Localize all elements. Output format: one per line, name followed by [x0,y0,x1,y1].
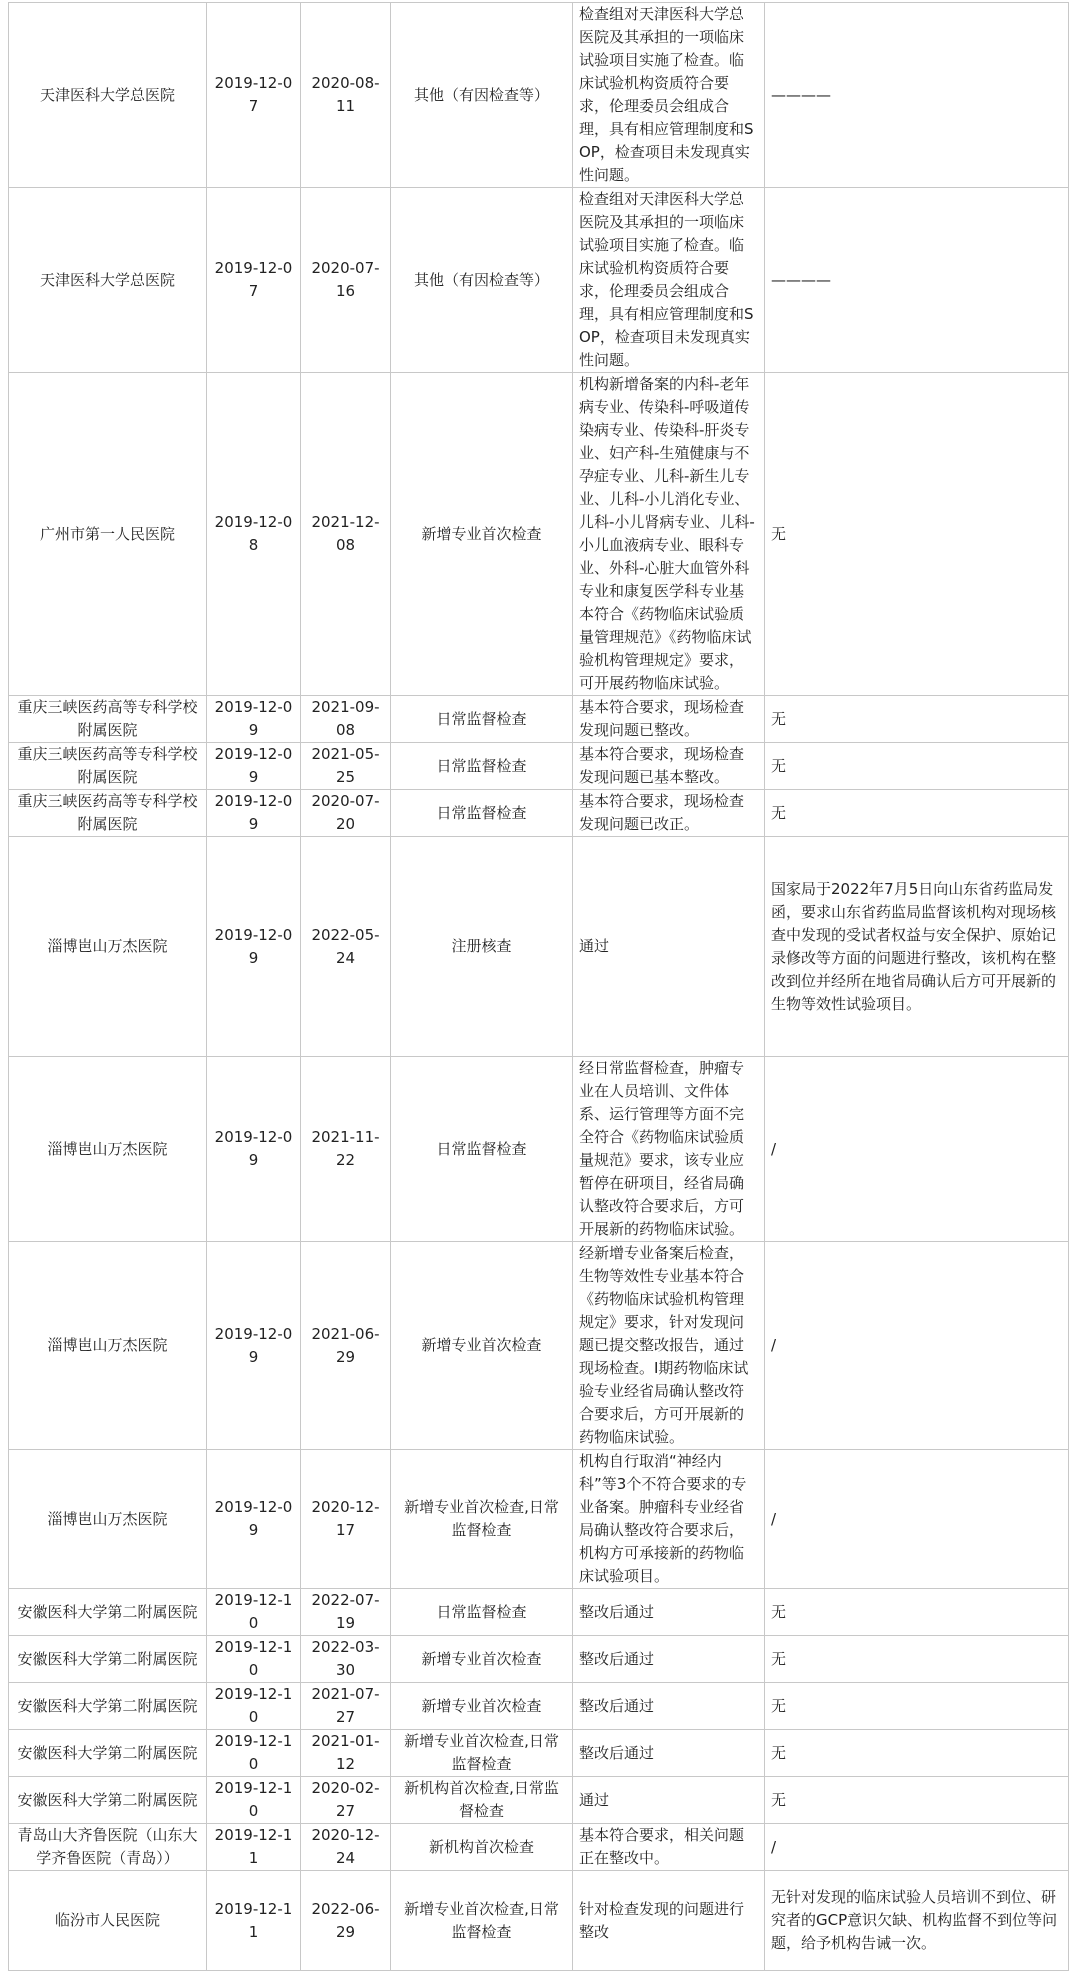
table-row [9,1450,1069,1589]
table-body [9,3,1069,1971]
institution-cell: 天津医科大学总医院 [9,188,207,373]
institution-cell: 淄博岜山万杰医院 [9,1057,207,1242]
result-cell: 经日常监督检查，肿瘤专业在人员培训、文件体系、运行管理等方面不完全符合《药物临床试验质量规范》要求，该专业应暂停在研项目，经省局确认整改符合要求后，方可开展新的药物临床试验。 [573,1057,765,1242]
inspection-date-cell: 2022-07-19 [301,1589,391,1636]
record-date-cell: 2019-12-09 [207,743,301,790]
table-row [9,1242,1069,1450]
result-cell: 基本符合要求，现场检查发现问题已改正。 [573,790,765,837]
note-cell: 无 [765,1683,1069,1730]
inspection-date-cell: 2020-07-16 [301,188,391,373]
inspection-type-cell: 新增专业首次检查 [391,1683,573,1730]
record-date-cell: 2019-12-11 [207,1824,301,1871]
record-date-cell: 2019-12-09 [207,1450,301,1589]
result-cell: 整改后通过 [573,1683,765,1730]
note-cell: 无 [765,373,1069,696]
note-cell: 无 [765,1777,1069,1824]
result-cell: 通过 [573,837,765,1057]
table-row [9,837,1069,1057]
note-cell: / [765,1242,1069,1450]
inspection-type-cell: 新增专业首次检查 [391,373,573,696]
result-cell: 针对检查发现的问题进行整改 [573,1871,765,1971]
record-date-cell: 2019-12-10 [207,1589,301,1636]
note-cell: / [765,1057,1069,1242]
inspection-date-cell: 2022-05-24 [301,837,391,1057]
inspection-type-cell: 日常监督检查 [391,696,573,743]
table-row [9,790,1069,837]
result-cell: 基本符合要求，相关问题正在整改中。 [573,1824,765,1871]
inspection-type-cell: 新增专业首次检查,日常监督检查 [391,1730,573,1777]
record-date-cell: 2019-12-09 [207,1057,301,1242]
note-cell: 无针对发现的临床试验人员培训不到位、研究者的GCP意识欠缺、机构监督不到位等问题，给予机构告诫一次。 [765,1871,1069,1971]
table-row [9,1824,1069,1871]
note-cell: ———— [765,3,1069,188]
inspection-type-cell: 新机构首次检查 [391,1824,573,1871]
note-cell: 无 [765,743,1069,790]
record-date-cell: 2019-12-07 [207,188,301,373]
inspection-date-cell: 2020-02-27 [301,1777,391,1824]
inspection-date-cell: 2021-05-25 [301,743,391,790]
result-cell: 机构新增备案的内科-老年病专业、传染科-呼吸道传染病专业、传染科-肝炎专业、妇产科-生殖健康与不孕症专业、儿科-新生儿专业、儿科-小儿消化专业、儿科-小儿肾病专业、儿科-小儿血液病专业、眼科专业、外科-心脏大血管外科专业和康复医学科专业基本符合《药物临床试验质量管理规范》《药物临床试验机构管理规定》要求，可开展药物临床试验。 [573,373,765,696]
note-cell: / [765,1824,1069,1871]
inspection-date-cell: 2021-11-22 [301,1057,391,1242]
institution-cell: 青岛山大齐鲁医院（山东大学齐鲁医院（青岛）） [9,1824,207,1871]
result-cell: 基本符合要求，现场检查发现问题已整改。 [573,696,765,743]
table-row [9,1777,1069,1824]
note-cell: 无 [765,1589,1069,1636]
institution-cell: 安徽医科大学第二附属医院 [9,1683,207,1730]
inspection-type-cell: 新增专业首次检查 [391,1242,573,1450]
record-date-cell: 2019-12-08 [207,373,301,696]
inspection-type-cell: 其他（有因检查等） [391,188,573,373]
result-cell: 基本符合要求，现场检查发现问题已基本整改。 [573,743,765,790]
result-cell: 通过 [573,1777,765,1824]
record-date-cell: 2019-12-10 [207,1636,301,1683]
table-row [9,1057,1069,1242]
table-row [9,696,1069,743]
table-row [9,1636,1069,1683]
table-row [9,1683,1069,1730]
table-row [9,3,1069,188]
inspection-type-cell: 新增专业首次检查 [391,1636,573,1683]
inspection-date-cell: 2021-01-12 [301,1730,391,1777]
inspection-date-cell: 2021-12-08 [301,373,391,696]
record-date-cell: 2019-12-07 [207,3,301,188]
institution-cell: 安徽医科大学第二附属医院 [9,1777,207,1824]
institution-cell: 重庆三峡医药高等专科学校附属医院 [9,790,207,837]
result-cell: 检查组对天津医科大学总医院及其承担的一项临床试验项目实施了检查。临床试验机构资质符合要求，伦理委员会组成合理，具有相应管理制度和SOP，检查项目未发现真实性问题。 [573,188,765,373]
table-row [9,1730,1069,1777]
note-cell: 无 [765,790,1069,837]
institution-cell: 安徽医科大学第二附属医院 [9,1589,207,1636]
note-cell: 无 [765,1636,1069,1683]
inspection-type-cell: 日常监督检查 [391,790,573,837]
institution-cell: 重庆三峡医药高等专科学校附属医院 [9,743,207,790]
institution-cell: 天津医科大学总医院 [9,3,207,188]
inspection-type-cell: 其他（有因检查等） [391,3,573,188]
result-cell: 整改后通过 [573,1636,765,1683]
record-date-cell: 2019-12-10 [207,1683,301,1730]
inspection-type-cell: 新增专业首次检查,日常监督检查 [391,1450,573,1589]
record-date-cell: 2019-12-11 [207,1871,301,1971]
inspection-type-cell: 注册核查 [391,837,573,1057]
result-cell: 机构自行取消“神经内科”等3个不符合要求的专业备案。肿瘤科专业经省局确认整改符合要求后，机构方可承接新的药物临床试验项目。 [573,1450,765,1589]
result-cell: 整改后通过 [573,1589,765,1636]
inspection-date-cell: 2020-08-11 [301,3,391,188]
institution-cell: 淄博岜山万杰医院 [9,837,207,1057]
table-row [9,1589,1069,1636]
table-row [9,188,1069,373]
inspection-date-cell: 2022-06-29 [301,1871,391,1971]
table-row [9,1871,1069,1971]
inspection-type-cell: 新机构首次检查,日常监督检查 [391,1777,573,1824]
inspection-date-cell: 2022-03-30 [301,1636,391,1683]
record-date-cell: 2019-12-09 [207,696,301,743]
result-cell: 整改后通过 [573,1730,765,1777]
inspection-type-cell: 日常监督检查 [391,1589,573,1636]
inspection-type-cell: 日常监督检查 [391,1057,573,1242]
record-date-cell: 2019-12-10 [207,1730,301,1777]
result-cell: 检查组对天津医科大学总医院及其承担的一项临床试验项目实施了检查。临床试验机构资质符合要求，伦理委员会组成合理，具有相应管理制度和SOP，检查项目未发现真实性问题。 [573,3,765,188]
record-date-cell: 2019-12-09 [207,1242,301,1450]
institution-cell: 临汾市人民医院 [9,1871,207,1971]
inspection-date-cell: 2021-06-29 [301,1242,391,1450]
inspection-date-cell: 2020-12-24 [301,1824,391,1871]
record-date-cell: 2019-12-10 [207,1777,301,1824]
note-cell: 国家局于2022年7月5日向山东省药监局发函，要求山东省药监局监督该机构对现场核查中发现的受试者权益与安全保护、原始记录修改等方面的问题进行整改，该机构在整改到位并经所在地省局确认后方可开展新的生物等效性试验项目。 [765,837,1069,1057]
inspection-type-cell: 日常监督检查 [391,743,573,790]
record-date-cell: 2019-12-09 [207,790,301,837]
institution-cell: 安徽医科大学第二附属医院 [9,1730,207,1777]
inspection-date-cell: 2020-07-20 [301,790,391,837]
inspection-date-cell: 2020-12-17 [301,1450,391,1589]
inspection-date-cell: 2021-09-08 [301,696,391,743]
inspection-date-cell: 2021-07-27 [301,1683,391,1730]
institution-cell: 重庆三峡医药高等专科学校附属医院 [9,696,207,743]
institution-cell: 安徽医科大学第二附属医院 [9,1636,207,1683]
institution-cell: 淄博岜山万杰医院 [9,1450,207,1589]
note-cell: ———— [765,188,1069,373]
note-cell: 无 [765,696,1069,743]
record-date-cell: 2019-12-09 [207,837,301,1057]
institution-cell: 广州市第一人民医院 [9,373,207,696]
table-row [9,373,1069,696]
result-cell: 经新增专业备案后检查，生物等效性专业基本符合《药物临床试验机构管理规定》要求，针对发现问题已提交整改报告，通过现场检查。I期药物临床试验专业经省局确认整改符合要求后，方可开展新的药物临床试验。 [573,1242,765,1450]
note-cell: / [765,1450,1069,1589]
institution-cell: 淄博岜山万杰医院 [9,1242,207,1450]
table-row [9,743,1069,790]
note-cell: 无 [765,1730,1069,1777]
inspection-type-cell: 新增专业首次检查,日常监督检查 [391,1871,573,1971]
inspection-records-table [8,2,1069,1971]
